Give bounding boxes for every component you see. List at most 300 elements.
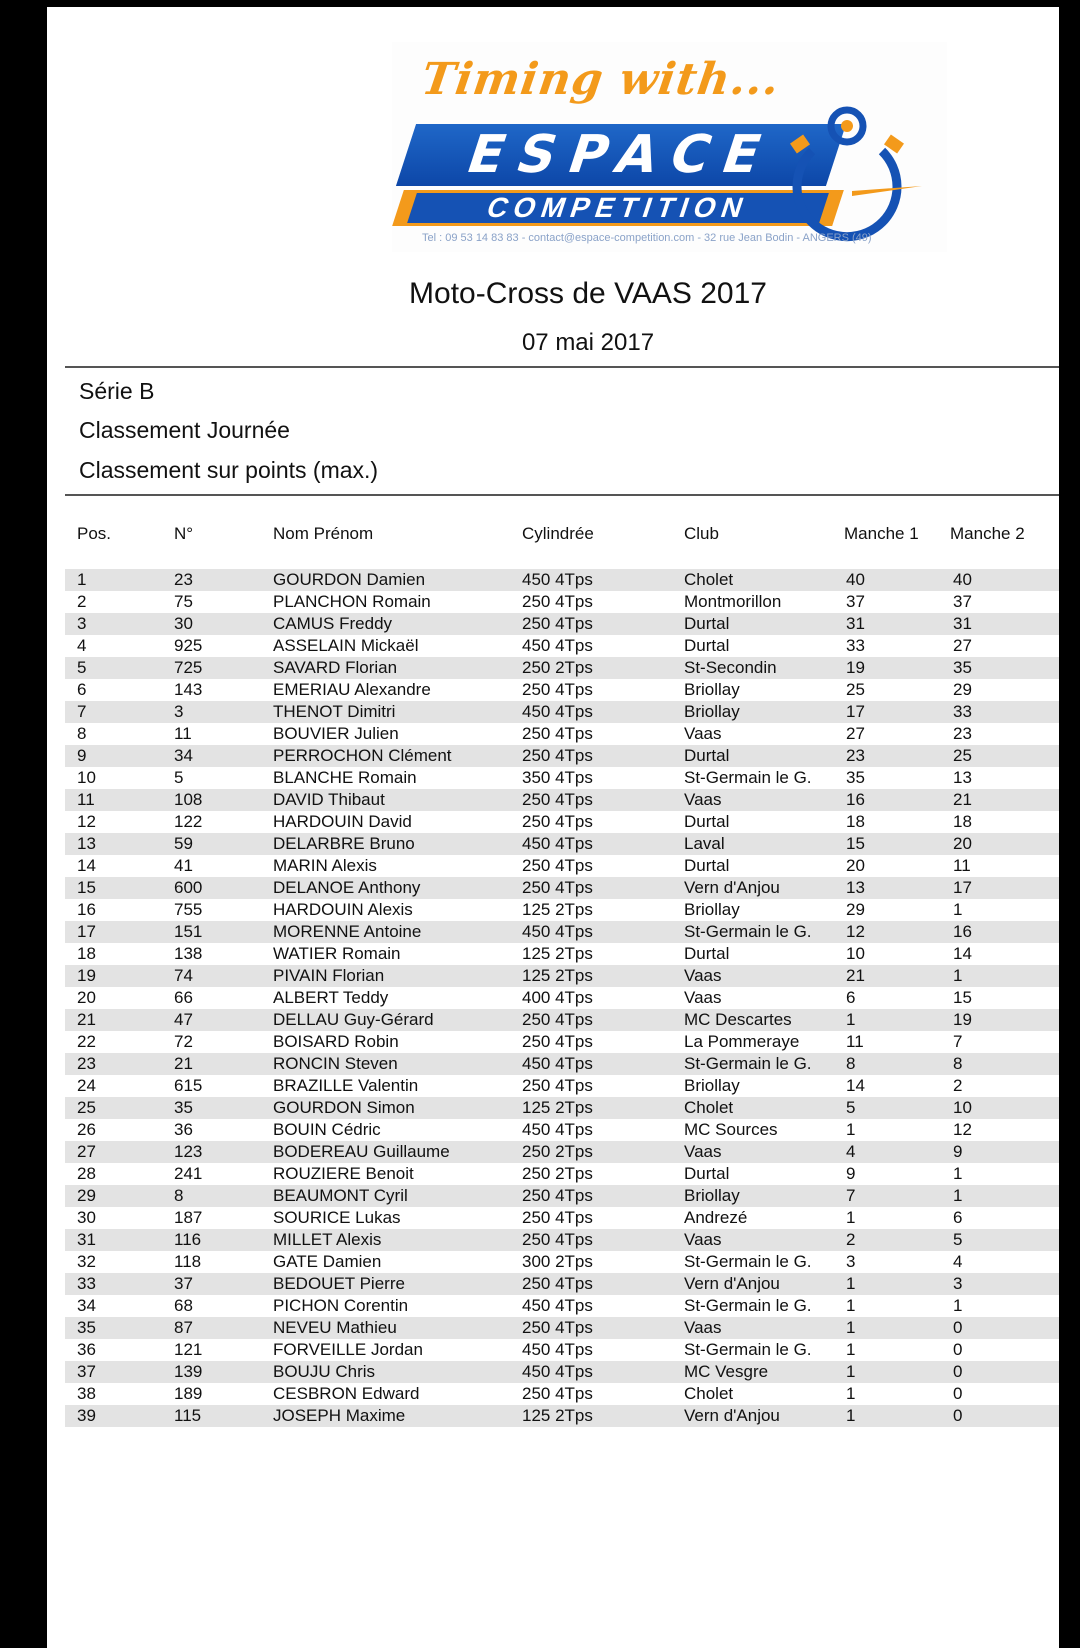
- cell-club: Vern d'Anjou: [684, 1406, 780, 1425]
- cell-cylindree: 250 4Tps: [522, 592, 593, 611]
- cell-manche-1: 35: [846, 768, 865, 787]
- cell-name: BRAZILLE Valentin: [273, 1076, 419, 1095]
- cell-manche-2: 11: [953, 856, 971, 875]
- cell-club: Briollay: [684, 702, 740, 721]
- table-row: [65, 701, 1059, 723]
- cell-pos: 3: [77, 614, 87, 633]
- cell-manche-2: 15: [953, 988, 972, 1007]
- espace-competition-logo: [392, 42, 947, 252]
- cell-name: CAMUS Freddy: [273, 614, 393, 633]
- cell-manche-2: 14: [953, 944, 972, 963]
- cell-manche-2: 17: [953, 878, 972, 897]
- table-row: [65, 657, 1059, 679]
- cell-pos: 24: [77, 1076, 96, 1095]
- cell-club: Cholet: [684, 1098, 734, 1117]
- cell-club: Briollay: [684, 1076, 740, 1095]
- cell-club: Vaas: [684, 1318, 722, 1337]
- cell-manche-1: 27: [846, 724, 865, 743]
- cell-name: BLANCHE Romain: [273, 768, 417, 787]
- table-row: [65, 1009, 1059, 1031]
- cell-pos: 4: [77, 636, 87, 655]
- table-header: [47, 524, 1059, 554]
- cell-pos: 14: [77, 856, 96, 875]
- table-row: [65, 789, 1059, 811]
- cell-pos: 30: [77, 1208, 96, 1227]
- cell-cylindree: 400 4Tps: [522, 988, 593, 1007]
- cell-cylindree: 125 2Tps: [522, 1098, 593, 1117]
- table-row: [65, 1053, 1059, 1075]
- cell-name: PIVAIN Florian: [273, 966, 385, 985]
- cell-name: CESBRON Edward: [273, 1384, 420, 1403]
- cell-manche-1: 5: [846, 1098, 856, 1117]
- cell-num: 74: [174, 966, 193, 985]
- cell-manche-2: 10: [953, 1098, 972, 1117]
- stopwatch-icon: [772, 96, 922, 246]
- cell-club: Vaas: [684, 724, 722, 743]
- cell-name: SAVARD Florian: [273, 658, 398, 677]
- cell-manche-2: 12: [953, 1120, 972, 1139]
- cell-name: ALBERT Teddy: [273, 988, 389, 1007]
- cell-num: 41: [174, 856, 193, 875]
- table-row: [65, 767, 1059, 789]
- cell-num: 118: [174, 1252, 202, 1271]
- cell-club: MC Sources: [684, 1120, 778, 1139]
- logo-contact-line: Tel : 09 53 14 83 83 - contact@espace-competition.com - 32 rue Jean Bodin - ANGERS (49): [422, 232, 872, 244]
- table-row: [65, 1163, 1059, 1185]
- cell-cylindree: 250 4Tps: [522, 1384, 593, 1403]
- table-row: [65, 1317, 1059, 1339]
- cell-cylindree: 450 4Tps: [522, 702, 593, 721]
- cell-num: 5: [174, 768, 184, 787]
- header-manche-2: Manche 2: [950, 524, 1025, 543]
- cell-name: ASSELAIN Mickaël: [273, 636, 419, 655]
- cell-name: MARIN Alexis: [273, 856, 377, 875]
- cell-cylindree: 250 4Tps: [522, 1208, 593, 1227]
- cell-num: 241: [174, 1164, 203, 1183]
- cell-pos: 35: [77, 1318, 96, 1337]
- cell-num: 122: [174, 812, 203, 831]
- table-row: [65, 1295, 1059, 1317]
- cell-name: DELARBRE Bruno: [273, 834, 415, 853]
- cell-num: 725: [174, 658, 203, 677]
- cell-name: BEAUMONT Cyril: [273, 1186, 408, 1205]
- cell-manche-2: 33: [953, 702, 972, 721]
- cell-manche-2: 0: [953, 1406, 963, 1425]
- cell-club: Durtal: [684, 812, 730, 831]
- cell-name: PLANCHON Romain: [273, 592, 431, 611]
- cell-pos: 19: [77, 966, 96, 985]
- table-row: [65, 1361, 1059, 1383]
- cell-pos: 25: [77, 1098, 96, 1117]
- cell-manche-1: 15: [846, 834, 865, 853]
- cell-pos: 36: [77, 1340, 96, 1359]
- cell-club: Vaas: [684, 966, 722, 985]
- cell-manche-2: 29: [953, 680, 972, 699]
- cell-manche-1: 1: [846, 1406, 856, 1425]
- cell-manche-2: 16: [953, 922, 972, 941]
- cell-manche-2: 35: [953, 658, 972, 677]
- cell-cylindree: 250 4Tps: [522, 812, 593, 831]
- cell-club: Cholet: [684, 1384, 734, 1403]
- cell-name: GATE Damien: [273, 1252, 382, 1271]
- cell-pos: 34: [77, 1296, 96, 1315]
- cell-cylindree: 450 4Tps: [522, 1120, 593, 1139]
- cell-manche-2: 19: [953, 1010, 972, 1029]
- cell-club: Vaas: [684, 1230, 722, 1249]
- cell-cylindree: 125 2Tps: [522, 1406, 593, 1425]
- cell-pos: 5: [77, 658, 87, 677]
- cell-pos: 27: [77, 1142, 96, 1161]
- cell-club: Briollay: [684, 1186, 740, 1205]
- cell-num: 68: [174, 1296, 193, 1315]
- cell-num: 189: [174, 1384, 203, 1403]
- cell-manche-1: 1: [846, 1384, 856, 1403]
- cell-num: 615: [174, 1076, 203, 1095]
- cell-pos: 7: [77, 702, 87, 721]
- cell-manche-1: 37: [846, 592, 865, 611]
- cell-club: St-Germain le G.: [684, 1340, 812, 1359]
- cell-num: 66: [174, 988, 193, 1007]
- cell-cylindree: 250 2Tps: [522, 658, 593, 677]
- cell-pos: 17: [77, 922, 96, 941]
- cell-cylindree: 250 4Tps: [522, 724, 593, 743]
- table-row: [65, 1251, 1059, 1273]
- cell-manche-1: 1: [846, 1208, 856, 1227]
- cell-num: 30: [174, 614, 193, 633]
- cell-club: St-Germain le G.: [684, 768, 812, 787]
- cell-pos: 9: [77, 746, 87, 765]
- cell-manche-2: 1: [953, 966, 963, 985]
- cell-manche-1: 10: [846, 944, 865, 963]
- table-row: [65, 569, 1059, 591]
- table-row: [65, 899, 1059, 921]
- cell-manche-1: 1: [846, 1296, 856, 1315]
- cell-num: 3: [174, 702, 184, 721]
- cell-manche-1: 2: [846, 1230, 856, 1249]
- cell-cylindree: 250 4Tps: [522, 1010, 593, 1029]
- cell-manche-1: 9: [846, 1164, 856, 1183]
- cell-manche-2: 3: [953, 1274, 963, 1293]
- table-row: [65, 855, 1059, 877]
- cell-cylindree: 350 4Tps: [522, 768, 593, 787]
- cell-manche-1: 12: [846, 922, 865, 941]
- cell-cylindree: 450 4Tps: [522, 636, 593, 655]
- results-table-body: [65, 569, 1059, 1427]
- cell-name: THENOT Dimitri: [273, 702, 396, 721]
- cell-manche-1: 18: [846, 812, 865, 831]
- cell-pos: 10: [77, 768, 96, 787]
- cell-pos: 16: [77, 900, 96, 919]
- cell-club: Durtal: [684, 856, 730, 875]
- cell-pos: 31: [77, 1230, 96, 1249]
- cell-num: 139: [174, 1362, 203, 1381]
- cell-name: WATIER Romain: [273, 944, 401, 963]
- cell-pos: 33: [77, 1274, 96, 1293]
- cell-manche-2: 1: [953, 900, 963, 919]
- cell-name: PERROCHON Clément: [273, 746, 452, 765]
- cell-pos: 1: [77, 570, 87, 589]
- cell-pos: 32: [77, 1252, 96, 1271]
- table-row: [65, 1097, 1059, 1119]
- cell-name: BOUJU Chris: [273, 1362, 376, 1381]
- table-row: [65, 811, 1059, 833]
- event-date: 07 mai 2017: [521, 329, 655, 356]
- cell-manche-1: 1: [846, 1010, 856, 1029]
- cell-num: 87: [174, 1318, 193, 1337]
- table-row: [65, 635, 1059, 657]
- table-row: [65, 1075, 1059, 1097]
- cell-manche-2: 1: [953, 1186, 963, 1205]
- cell-pos: 11: [77, 790, 95, 809]
- cell-cylindree: 250 4Tps: [522, 1032, 593, 1051]
- table-row: [65, 943, 1059, 965]
- cell-manche-2: 25: [953, 746, 972, 765]
- cell-manche-1: 1: [846, 1318, 856, 1337]
- cell-name: RONCIN Steven: [273, 1054, 398, 1073]
- cell-manche-2: 2: [953, 1076, 963, 1095]
- cell-manche-2: 18: [953, 812, 972, 831]
- cell-manche-2: 0: [953, 1340, 963, 1359]
- cell-cylindree: 250 4Tps: [522, 1318, 593, 1337]
- table-row: [65, 1031, 1059, 1053]
- cell-cylindree: 250 4Tps: [522, 790, 593, 809]
- cell-cylindree: 450 4Tps: [522, 1296, 593, 1315]
- cell-club: St-Secondin: [684, 658, 777, 677]
- cell-name: MILLET Alexis: [273, 1230, 382, 1249]
- cell-manche-1: 7: [846, 1186, 856, 1205]
- table-row: [65, 1207, 1059, 1229]
- cell-manche-1: 40: [846, 570, 865, 589]
- cell-manche-2: 40: [953, 570, 972, 589]
- table-row: [65, 987, 1059, 1009]
- table-row: [65, 1119, 1059, 1141]
- cell-manche-2: 31: [953, 614, 972, 633]
- cell-cylindree: 250 4Tps: [522, 680, 593, 699]
- cell-num: 143: [174, 680, 203, 699]
- cell-num: 72: [174, 1032, 193, 1051]
- cell-pos: 15: [77, 878, 96, 897]
- cell-manche-1: 21: [846, 966, 865, 985]
- cell-club: St-Germain le G.: [684, 1296, 812, 1315]
- table-row: [65, 1273, 1059, 1295]
- event-title: Moto-Cross de VAAS 2017: [409, 277, 767, 310]
- cell-num: 34: [174, 746, 193, 765]
- cell-cylindree: 125 2Tps: [522, 966, 593, 985]
- cell-cylindree: 250 4Tps: [522, 614, 593, 633]
- table-row: [65, 591, 1059, 613]
- cell-club: Durtal: [684, 746, 730, 765]
- cell-name: GOURDON Simon: [273, 1098, 415, 1117]
- cell-num: 925: [174, 636, 203, 655]
- cell-name: BEDOUET Pierre: [273, 1274, 405, 1293]
- cell-club: Briollay: [684, 680, 740, 699]
- cell-manche-1: 25: [846, 680, 865, 699]
- divider-bottom: [65, 494, 1059, 496]
- cell-cylindree: 450 4Tps: [522, 922, 593, 941]
- cell-pos: 29: [77, 1186, 96, 1205]
- cell-name: BOUVIER Julien: [273, 724, 399, 743]
- cell-club: Briollay: [684, 900, 740, 919]
- cell-club: Laval: [684, 834, 725, 853]
- cell-manche-1: 6: [846, 988, 856, 1007]
- cell-pos: 8: [77, 724, 87, 743]
- cell-club: Andrezé: [684, 1208, 748, 1227]
- cell-num: 187: [174, 1208, 203, 1227]
- table-row: [65, 1339, 1059, 1361]
- cell-cylindree: 250 2Tps: [522, 1164, 593, 1183]
- cell-manche-2: 0: [953, 1362, 963, 1381]
- cell-pos: 13: [77, 834, 96, 853]
- cell-name: DELANOE Anthony: [273, 878, 421, 897]
- table-row: [65, 877, 1059, 899]
- cell-manche-1: 33: [846, 636, 865, 655]
- cell-manche-1: 1: [846, 1340, 856, 1359]
- cell-name: GOURDON Damien: [273, 570, 426, 589]
- cell-cylindree: 250 4Tps: [522, 1274, 593, 1293]
- cell-manche-2: 37: [953, 592, 972, 611]
- cell-pos: 22: [77, 1032, 96, 1051]
- cell-manche-2: 1: [953, 1296, 963, 1315]
- classement-label: Classement Journée: [79, 417, 290, 443]
- cell-name: NEVEU Mathieu: [273, 1318, 397, 1337]
- cell-club: La Pommeraye: [684, 1032, 800, 1051]
- cell-club: Vaas: [684, 988, 722, 1007]
- table-row: [65, 1405, 1059, 1427]
- cell-num: 47: [174, 1010, 193, 1029]
- cell-name: BOISARD Robin: [273, 1032, 399, 1051]
- cell-manche-2: 23: [953, 724, 972, 743]
- cell-pos: 38: [77, 1384, 96, 1403]
- cell-name: DAVID Thibaut: [273, 790, 385, 809]
- cell-cylindree: 125 2Tps: [522, 944, 593, 963]
- cell-num: 75: [174, 592, 193, 611]
- divider-top: [65, 366, 1059, 368]
- table-row: [65, 613, 1059, 635]
- cell-num: 123: [174, 1142, 203, 1161]
- cell-cylindree: 300 2Tps: [522, 1252, 593, 1271]
- cell-num: 37: [174, 1274, 193, 1293]
- cell-manche-1: 3: [846, 1252, 856, 1271]
- table-row: [65, 1383, 1059, 1405]
- cell-club: Vern d'Anjou: [684, 878, 780, 897]
- serie-label: Série B: [79, 378, 155, 404]
- cell-manche-2: 0: [953, 1318, 963, 1337]
- cell-manche-2: 8: [953, 1054, 963, 1073]
- cell-num: 11: [174, 724, 192, 743]
- cell-manche-1: 19: [846, 658, 865, 677]
- cell-manche-1: 1: [846, 1274, 856, 1293]
- header-pos: Pos.: [77, 524, 112, 543]
- cell-manche-1: 31: [846, 614, 865, 633]
- cell-manche-1: 1: [846, 1362, 856, 1381]
- cell-name: PICHON Corentin: [273, 1296, 409, 1315]
- cell-club: MC Vesgre: [684, 1362, 769, 1381]
- cell-num: 121: [174, 1340, 203, 1359]
- cell-cylindree: 450 4Tps: [522, 570, 593, 589]
- cell-pos: 28: [77, 1164, 96, 1183]
- table-row: [65, 723, 1059, 745]
- cell-pos: 21: [77, 1010, 96, 1029]
- cell-club: MC Descartes: [684, 1010, 792, 1029]
- cell-pos: 20: [77, 988, 96, 1007]
- cell-num: 36: [174, 1120, 193, 1139]
- cell-cylindree: 250 4Tps: [522, 746, 593, 765]
- cell-manche-2: 4: [953, 1252, 963, 1271]
- cell-cylindree: 250 4Tps: [522, 1230, 593, 1249]
- cell-name: DELLAU Guy-Gérard: [273, 1010, 434, 1029]
- cell-name: HARDOUIN David: [273, 812, 412, 831]
- cell-name: JOSEPH Maxime: [273, 1406, 406, 1425]
- cell-club: Montmorillon: [684, 592, 782, 611]
- cell-club: Durtal: [684, 1164, 730, 1183]
- cell-club: St-Germain le G.: [684, 1054, 812, 1073]
- cell-manche-1: 14: [846, 1076, 865, 1095]
- results-page: [47, 7, 1059, 1648]
- cell-num: 35: [174, 1098, 193, 1117]
- cell-pos: 2: [77, 592, 87, 611]
- cell-name: EMERIAU Alexandre: [273, 680, 431, 699]
- cell-num: 116: [174, 1230, 202, 1249]
- cell-num: 600: [174, 878, 203, 897]
- cell-cylindree: 250 4Tps: [522, 878, 593, 897]
- table-row: [65, 679, 1059, 701]
- table-row: [65, 745, 1059, 767]
- cell-pos: 6: [77, 680, 87, 699]
- cell-num: 108: [174, 790, 203, 809]
- cell-manche-2: 0: [953, 1384, 963, 1403]
- cell-cylindree: 450 4Tps: [522, 1340, 593, 1359]
- cell-manche-2: 7: [953, 1032, 963, 1051]
- header-num: N°: [174, 524, 194, 543]
- cell-cylindree: 250 4Tps: [522, 1186, 593, 1205]
- cell-club: St-Germain le G.: [684, 1252, 812, 1271]
- cell-manche-2: 20: [953, 834, 972, 853]
- table-row: [65, 1185, 1059, 1207]
- table-row: [65, 965, 1059, 987]
- logo-brand-bottom: COMPETITION: [407, 193, 829, 223]
- cell-cylindree: 450 4Tps: [522, 834, 593, 853]
- table-row: [65, 1229, 1059, 1251]
- cell-pos: 26: [77, 1120, 96, 1139]
- cell-cylindree: 125 2Tps: [522, 900, 593, 919]
- cell-manche-2: 27: [953, 636, 972, 655]
- cell-club: Vern d'Anjou: [684, 1274, 780, 1293]
- cell-manche-2: 1: [953, 1164, 963, 1183]
- cell-pos: 37: [77, 1362, 96, 1381]
- cell-manche-1: 23: [846, 746, 865, 765]
- cell-manche-1: 29: [846, 900, 865, 919]
- cell-cylindree: 450 4Tps: [522, 1054, 593, 1073]
- classement-mode-label: Classement sur points (max.): [79, 457, 379, 483]
- logo-brand-top: ESPACE: [396, 124, 846, 186]
- cell-pos: 23: [77, 1054, 96, 1073]
- header-club: Club: [684, 524, 719, 543]
- cell-pos: 18: [77, 944, 96, 963]
- cell-manche-1: 16: [846, 790, 865, 809]
- cell-num: 138: [174, 944, 203, 963]
- cell-cylindree: 450 4Tps: [522, 1362, 593, 1381]
- cell-club: St-Germain le G.: [684, 922, 812, 941]
- cell-name: BODEREAU Guillaume: [273, 1142, 450, 1161]
- header-manche-1: Manche 1: [844, 524, 919, 543]
- cell-name: ROUZIERE Benoit: [273, 1164, 414, 1183]
- cell-manche-1: 4: [846, 1142, 856, 1161]
- cell-manche-1: 13: [846, 878, 865, 897]
- cell-name: FORVEILLE Jordan: [273, 1340, 423, 1359]
- cell-club: Durtal: [684, 614, 730, 633]
- cell-num: 755: [174, 900, 203, 919]
- cell-pos: 39: [77, 1406, 96, 1425]
